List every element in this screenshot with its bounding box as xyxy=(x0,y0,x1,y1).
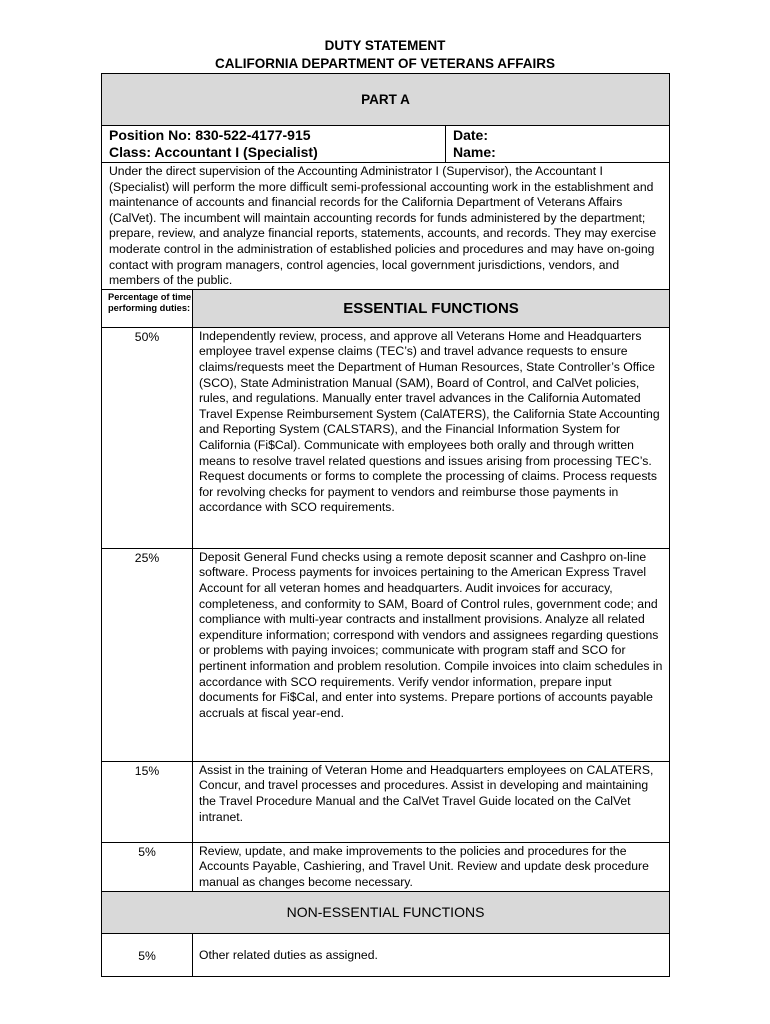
non-essential-functions-heading: NON-ESSENTIAL FUNCTIONS xyxy=(102,891,670,933)
duty-percentage: 15% xyxy=(102,761,193,842)
date-name-cell xyxy=(446,126,670,163)
date-label: Date: xyxy=(453,127,489,143)
duty-description: Independently review, process, and approve all Veterans Home and Headquarters employee travel expense claims (TEC’s) and travel advance requests to ensure claims/requests meet the Department of Human Resources, State Controller’s Office (SCO), State Administration Manual (SAM), Board of Control, and CalVet policies, rules, and regulations. Manually enter travel advances in the California Automated Travel Expense Reimbursement System (CalATERS), the California State Accounting and Reporting System (CALSTARS), and the Financial Information System for California (Fi$Cal). Communicate with employees both orally and through written means to resolve travel related questions and issues arising from processing TEC’s. Request documents or forms to complete the processing of claims. Process requests for revolving checks for payment to vendors and reimburse those payments in accordance with SCO requirements. xyxy=(193,327,670,548)
duty-description: Assist in the training of Veteran Home and Headquarters employees on CALATERS, Concur, and travel processes and procedures. Assist in developing and maintaining the Travel Procedure Manual and the CalVet Travel Guide located on the CalVet intranet. xyxy=(193,761,670,842)
duty-percentage: 25% xyxy=(102,548,193,761)
duty-description: Other related duties as assigned. xyxy=(193,933,670,976)
percentage-header: Percentage of time performing duties: xyxy=(102,289,193,327)
duty-statement-table xyxy=(101,73,670,977)
duty-percentage: 50% xyxy=(102,327,193,548)
duty-description: Deposit General Fund checks using a remote deposit scanner and Cashpro on-line software. Process payments for invoices pertaining to the American Express Travel Account for all veteran homes and headquarters. Audit invoices for accuracy, completeness, and conformity to SAM, Board of Control rules, government code; and compliance with multi-year contracts and installment provisions. Analyze all related expenditure information; correspond with vendors and assignees regarding questions or problems with paying invoices; communicate with program staff and SCO for pertinent information and problem resolution. Compile invoices into claim schedules in accordance with SCO requirements. Verify vendor information, prepare input documents for Fi$Cal, and enter into systems. Prepare portions of accounts payable accruals at fiscal year-end. xyxy=(193,548,670,761)
position-class: Class: Accountant I (Specialist) xyxy=(109,144,318,160)
part-a-heading: PART A xyxy=(102,74,670,126)
department-title: CALIFORNIA DEPARTMENT OF VETERANS AFFAIRS xyxy=(215,56,555,71)
document-title: DUTY STATEMENT xyxy=(324,38,446,53)
duty-description: Review, update, and make improvements to the policies and procedures for the Accounts Payable, Cashiering, and Travel Unit. Review and update desk procedure manual as changes become necessary. xyxy=(193,842,670,891)
name-label: Name: xyxy=(453,144,496,160)
duty-percentage: 5% xyxy=(102,842,193,891)
essential-functions-heading: ESSENTIAL FUNCTIONS xyxy=(193,289,670,327)
position-cell xyxy=(102,126,446,163)
position-summary: Under the direct supervision of the Accounting Administrator I (Supervisor), the Accountant I (Specialist) will perform the more difficult semi-professional accounting work in the establishment and maintenance of accounts and financial records for the California Department of Veterans Affairs (CalVet). The incumbent will maintain accounting records for funds administered by the department; prepare, review, and analyze financial reports, statements, accounts, and records. They may exercise moderate control in the administration of established policies and procedures and may have on-going contact with program managers, control agencies, local government jurisdictions, vendors, and members of the public. xyxy=(102,163,670,290)
position-number: Position No: 830-522-4177-915 xyxy=(109,127,311,143)
duty-percentage: 5% xyxy=(102,933,193,976)
